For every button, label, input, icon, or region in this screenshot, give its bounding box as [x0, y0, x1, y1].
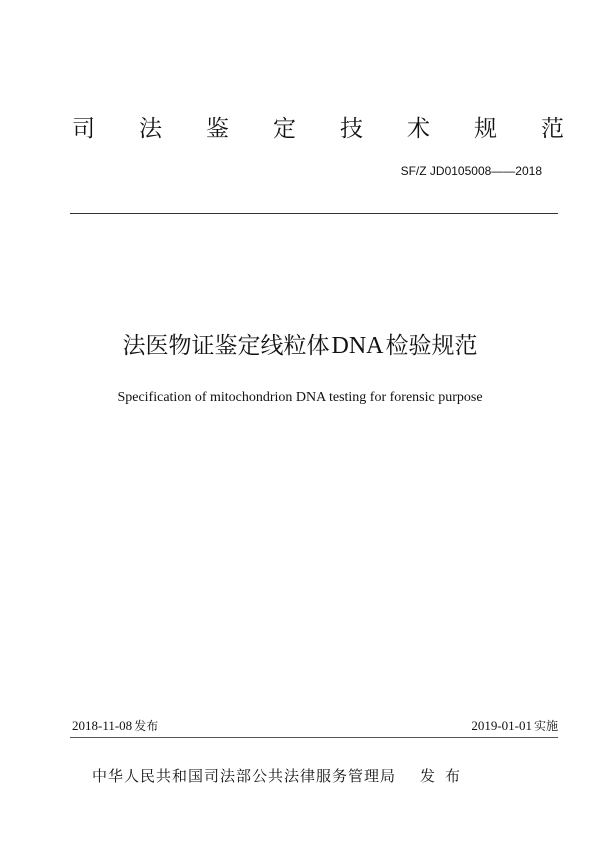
- header-char: 规: [474, 116, 497, 142]
- header-char: 定: [273, 116, 296, 142]
- document-title-en: Specification of mitochondrion DNA testing for forensic purpose: [117, 390, 483, 405]
- header-char: 范: [541, 116, 564, 142]
- standard-code: SF/Z JD0105008——2018: [400, 164, 542, 178]
- header-char: 技: [340, 116, 363, 142]
- issue-label: 发布: [134, 719, 159, 733]
- header-divider: [70, 213, 558, 214]
- header-char: 司: [72, 116, 95, 142]
- header-char: 法: [139, 116, 162, 142]
- header-char: 鉴: [206, 116, 229, 142]
- header-char: 术: [407, 116, 430, 142]
- document-title-zh: [0, 329, 600, 363]
- header-title: [72, 114, 564, 144]
- issue-date: 2018-11-08: [72, 718, 133, 733]
- effective-label: 实施: [533, 719, 558, 733]
- issuer-action: 发布: [420, 767, 471, 785]
- title-zh-part2: 检验规范: [385, 333, 478, 359]
- title-zh-part1: 法医物证鉴定线粒体: [122, 333, 330, 359]
- effective-date-line: [471, 717, 558, 735]
- footer-divider: [70, 737, 558, 738]
- effective-date: 2019-01-01: [471, 718, 532, 733]
- issuer-name: 中华人民共和国司法部公共法律服务管理局: [92, 767, 397, 785]
- issuer-line: [92, 765, 470, 787]
- title-zh-latin: DNA: [331, 333, 384, 359]
- issue-date-line: [72, 717, 158, 735]
